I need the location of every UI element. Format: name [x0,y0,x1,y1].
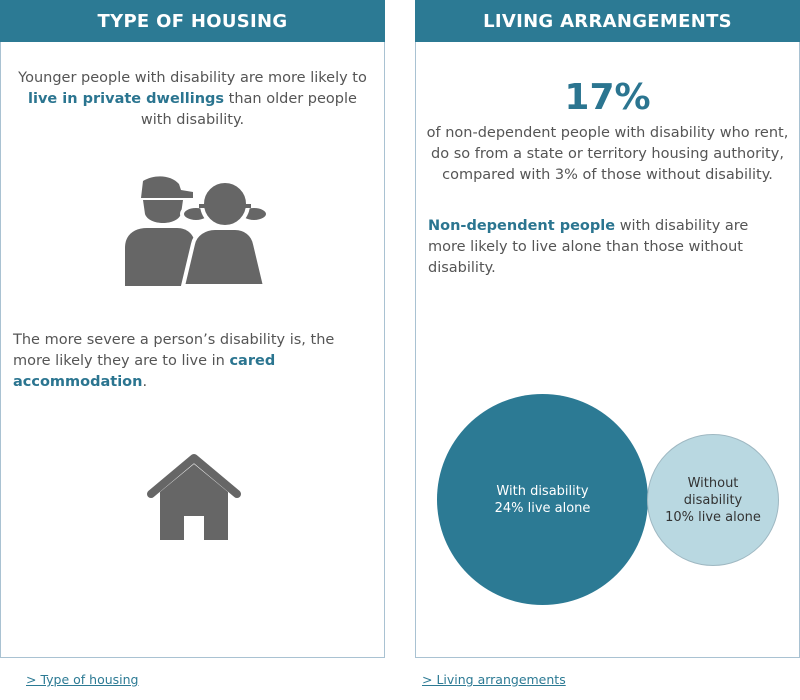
live-alone-post: with disability are more likely to live alone than those without disability. [428,218,749,276]
stat-value: 17% [564,77,651,118]
bubble-with-label: With disability [496,483,589,499]
bubble-without-label-2: disability [683,492,743,508]
para1-post: than older people with disability. [140,91,357,128]
type-of-housing-link[interactable]: > Type of housing [26,672,139,687]
para2-post: . [142,374,148,390]
panel-title-housing: TYPE OF HOUSING [0,0,385,42]
people-icon [121,176,266,286]
private-dwellings-text [13,68,372,131]
bubble-without-disability [647,434,779,566]
bubble-without-value: 10% live alone [665,509,761,525]
para2-pre: The more severe a person’s disability is, the more likely they are to live in [13,332,335,369]
bubble-with-disability [437,394,648,605]
type-of-housing-panel [0,0,385,658]
private-dwellings-highlight: live in private dwellings [28,91,225,107]
living-arrangements-link[interactable]: > Living arrangements [422,672,566,687]
house-icon [147,454,241,542]
cared-accommodation-highlight: cared accommodation [13,353,276,390]
bubble-with-value: 24% live alone [494,500,591,516]
stat-description: of non-dependent people with disability who rent, do so from a state or territory housing authority, compared with 3% of those without disability. [426,125,789,183]
panel-title-living: LIVING ARRANGEMENTS [415,0,800,42]
live-alone-text [428,216,787,279]
cared-accommodation-text [13,330,372,393]
non-dependent-highlight: Non-dependent people [428,218,616,234]
para1-pre: Younger people with disability are more likely to [18,70,367,86]
bubble-without-label-1: Without [687,475,739,491]
